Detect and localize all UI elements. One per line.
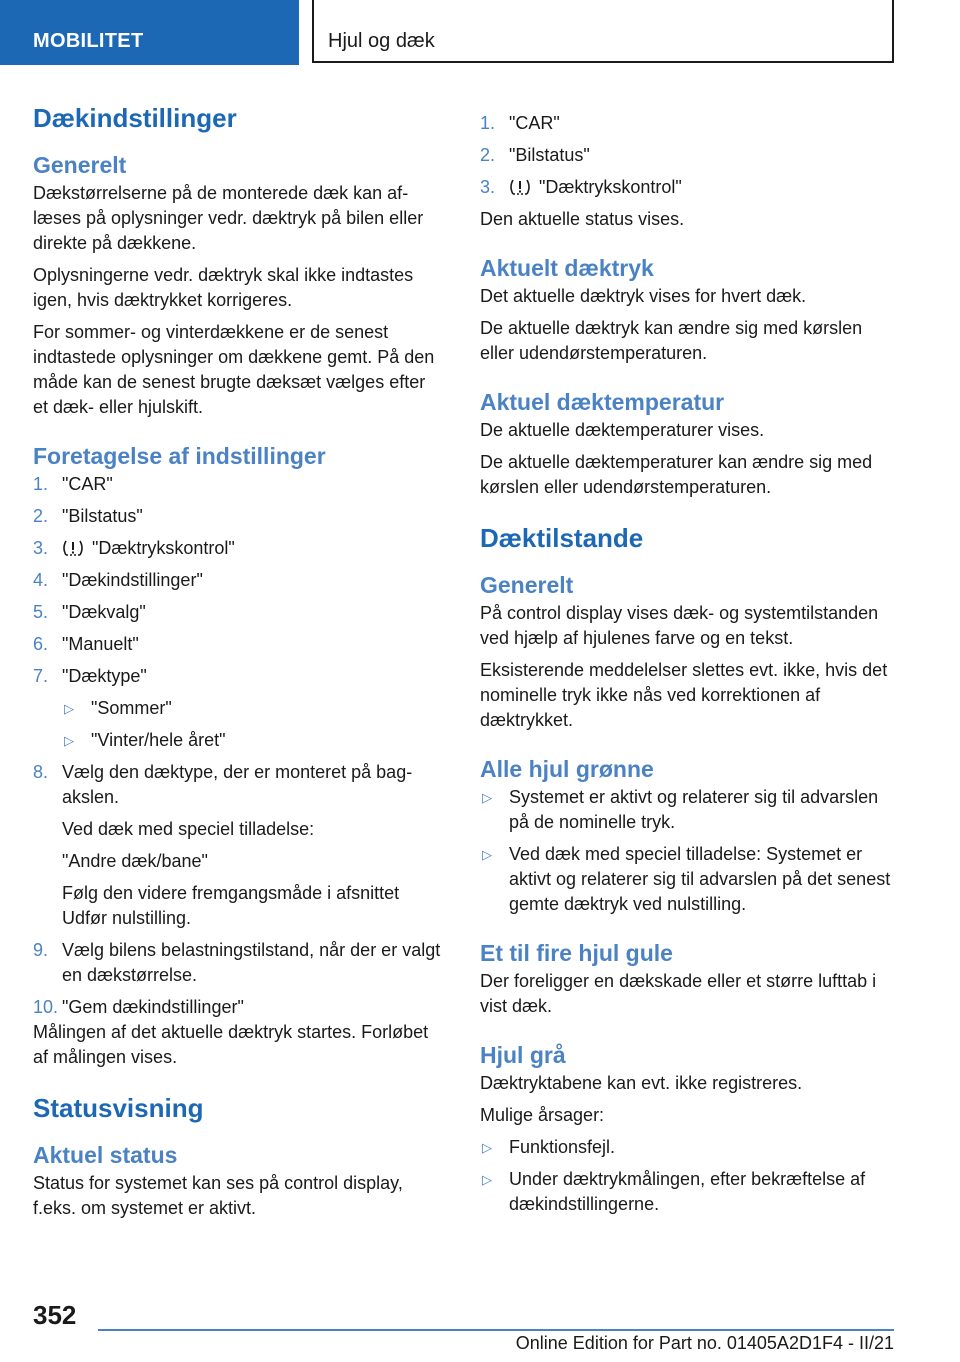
right-generelt-paragraph-1: På control display vises dæk- og systemtilstanden ved hjælp af hjulenes farve og en tekst. <box>480 603 879 648</box>
status-step-item: 1. "CAR" <box>480 113 560 133</box>
step-item: 10. "Gem dækindstillinger" <box>33 997 244 1017</box>
gule-heading: Et til fire hjul gule <box>480 940 673 966</box>
header-chapter-label: Hjul og dæk <box>328 30 435 52</box>
graa-paragraph-1: Dæktryktabene kan evt. ikke registreres. <box>480 1073 803 1093</box>
triangle-bullet-icon: ▷ <box>482 790 492 805</box>
step-item: 4. "Dækindstillinger" <box>33 570 203 590</box>
triangle-bullet-icon: ▷ <box>64 733 74 748</box>
graa-heading: Hjul grå <box>480 1042 566 1068</box>
triangle-bullet-icon: ▷ <box>482 1172 492 1187</box>
page-title: Dækindstillinger <box>33 103 237 133</box>
generelt-paragraph-3: For sommer- og vinterdækkene er de senest indtastede oplysninger om dækkene gemt. På den måde kan de senest brugte dæksæt vælges efter et dæk- eller hjulskift. <box>33 322 435 417</box>
right-column <box>480 111 892 1217</box>
status-step-item: 3. "Dæktrykskontrol" <box>480 177 682 197</box>
step8-note-1: Ved dæk med speciel tilladelse: <box>62 819 315 839</box>
step-item: 8. Vælg den dæktype, der er monteret på bagakslen. <box>33 762 413 807</box>
header-section-tab <box>0 0 299 65</box>
graa-bullet: ▷ Funktionsfejl. <box>480 1135 892 1160</box>
aktuel-temp-paragraph-1: De aktuelle dæktemperaturer vises. <box>480 420 765 440</box>
aktuel-temp-paragraph-2: De aktuelle dæktemperaturer kan ændre sig med kørslen eller udendørstemperaturen. <box>480 452 873 497</box>
step-item: 5. "Dækvalg" <box>33 602 146 622</box>
after-steps-paragraph: Målingen af det aktuelle dæktryk startes. Forløbet af målingen vises. <box>33 1022 429 1067</box>
aktuelt-daektryk-paragraph-1: Det aktuelle dæktryk vises for hvert dæk. <box>480 286 807 306</box>
status-step-item: 2. "Bilstatus" <box>480 145 590 165</box>
step-item: 6. "Manuelt" <box>33 634 139 654</box>
aktuel-temp-heading: Aktuel dæktemperatur <box>480 389 725 415</box>
generelt-heading: Generelt <box>33 152 127 178</box>
left-column <box>33 100 445 1221</box>
step-item: 2. "Bilstatus" <box>33 506 143 526</box>
step-item: 7. "Dæktype" <box>33 666 147 686</box>
triangle-bullet-icon: ▷ <box>64 701 74 716</box>
groenne-bullet: ▷ Systemet er aktivt og relaterer sig til advarslen på de nominelle tryk. <box>482 787 879 832</box>
step-item: 9. Vælg bilens belastningstilstand, når der er valgt en dækstørrelse. <box>33 940 441 985</box>
gule-paragraph: Der foreligger en dækskade eller et større lufttab i vist dæk. <box>480 971 877 1016</box>
tire-pressure-warning-icon <box>509 178 531 196</box>
step-item: 3. "Dæktrykskontrol" <box>33 538 235 558</box>
step-item: 1. "CAR" <box>33 474 113 494</box>
header-chapter-box <box>312 0 894 63</box>
triangle-bullet-icon: ▷ <box>482 847 492 862</box>
right-generelt-paragraph-2: Eksisterende meddelelser slettes evt. ikke, hvis det nominelle tryk ikke nås ved korrektionen af dæktrykket. <box>480 660 888 730</box>
generelt-paragraph-1: Dækstørrelserne på de monterede dæk kan aflæses på oplysninger vedr. dæktryk på bilen eller direkte på dækkene. <box>33 183 424 253</box>
tire-pressure-warning-icon <box>62 539 84 557</box>
groenne-bullet: ▷ Ved dæk med speciel tilladelse: Systemet er aktivt og relaterer sig til advarslen på det senest gemte dæktryk ved nulstilling. <box>482 844 891 914</box>
step8-note-2: "Andre dæk/bane" <box>62 851 208 871</box>
foretagelse-heading: Foretagelse af indstillinger <box>33 443 326 469</box>
aktuelt-daektryk-heading: Aktuelt dæktryk <box>480 255 654 281</box>
footer-divider <box>98 1329 894 1331</box>
triangle-bullet-icon: ▷ <box>482 1140 492 1155</box>
page-number: 352 <box>33 1300 77 1330</box>
footer-edition: Online Edition for Part no. 01405A2D1F4 - II/21 <box>515 1333 894 1353</box>
aktuel-status-heading: Aktuel status <box>33 1142 178 1168</box>
graa-bullet: ▷ Under dæktrykmålingen, efter bekræftelse af dækindstillingerne. <box>482 1169 866 1214</box>
aktuel-status-paragraph: Status for systemet kan ses på control display, f.eks. om systemet er aktivt. <box>33 1173 403 1218</box>
right-generelt-heading: Generelt <box>480 572 574 598</box>
step7-option: ▷ "Vinter/hele året" <box>62 728 445 753</box>
aktuelt-daektryk-paragraph-2: De aktuelle dæktryk kan ændre sig med kørslen eller udendørstemperaturen. <box>480 318 863 363</box>
daektilstande-heading: Dæktilstande <box>480 523 644 553</box>
status-shown-paragraph: Den aktuelle status vises. <box>480 209 685 229</box>
step7-option: ▷ "Sommer" <box>62 696 445 721</box>
statusvisning-heading: Statusvisning <box>33 1093 204 1123</box>
groenne-heading: Alle hjul grønne <box>480 756 654 782</box>
generelt-paragraph-2: Oplysningerne vedr. dæktryk skal ikke indtastes igen, hvis dæktrykket korrigeres. <box>33 265 414 310</box>
step8-note-3: Følg den videre fremgangsmåde i afsnittet Udfør nulstilling. <box>62 883 400 928</box>
header-section-label: MOBILITET <box>33 30 144 52</box>
graa-paragraph-2: Mulige årsager: <box>480 1105 605 1125</box>
